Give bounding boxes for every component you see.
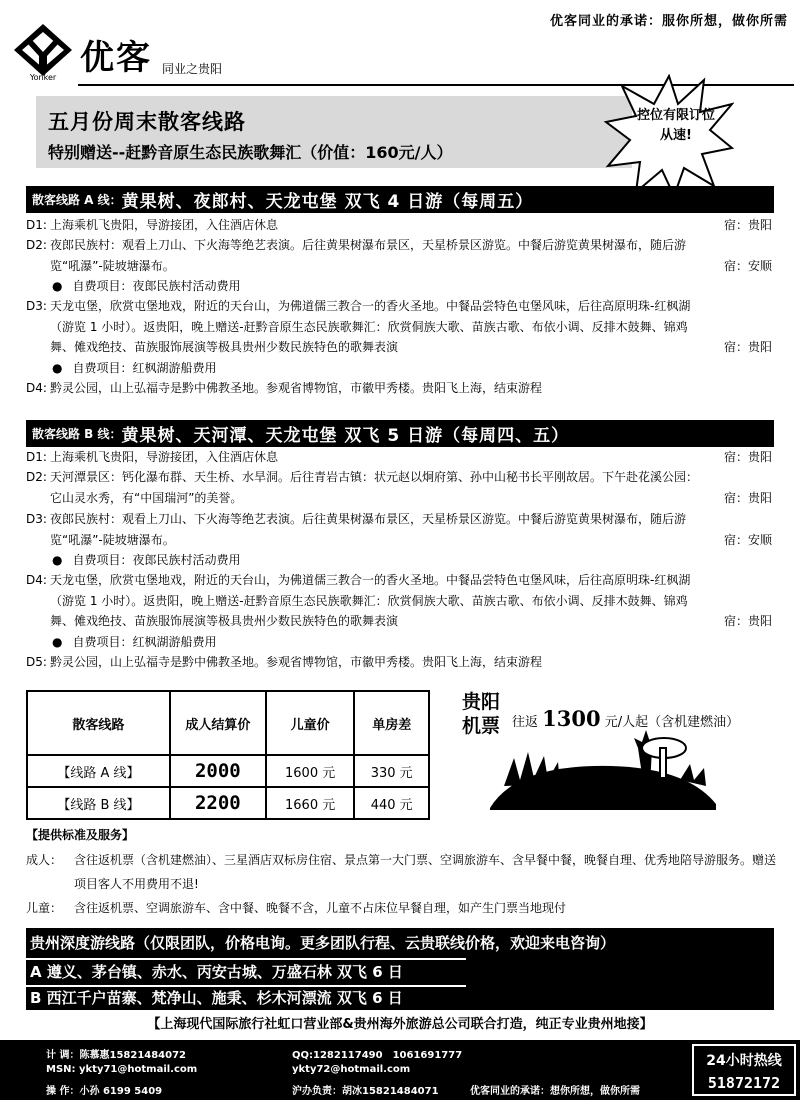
deep-routes-heading: 贵州深度游线路（仅限团队，价格电询。更多团队行程、云贵联线价格，欢迎来电咨询） xyxy=(30,934,616,952)
hotline-box xyxy=(692,1044,796,1096)
special-gift-line: 特别赠送--赶黔音原生态民族歌舞汇（价值：160元/人） xyxy=(48,143,453,162)
table-row: 【线路 B 线】 2200 1660 元 440 元 xyxy=(27,787,429,819)
island-mushroom-illustration xyxy=(484,728,720,814)
hotline-number: 51872172 xyxy=(707,1074,781,1092)
route-b-day-1: D1: 上海乘机飞贵阳，导游接团，入住酒店休息 宿：贵阳 xyxy=(26,450,772,464)
contact-msn: MSN: ykty71@hotmail.com xyxy=(46,1064,198,1075)
route-b-extra-2: ● 自费项目：红枫湖游船费用 xyxy=(52,632,217,652)
deep-route-a: A 遵义、茅台镇、赤水、丙安古城、万盛石林 双飞 6 日 xyxy=(30,963,403,981)
logo-text: Yonker xyxy=(29,73,57,82)
route-a-day-1: D1: 上海乘机飞贵阳，导游接团，入住酒店休息 宿：贵阳 xyxy=(26,218,772,232)
contact-shanghai-office: 沪办负责：胡冰15821484071 xyxy=(292,1086,439,1097)
route-b-day-5: D5: 黔灵公园，山上弘福寺是黔中佛教圣地。参观省博物馆，市徽甲秀楼。贵阳飞上海，结束游程 xyxy=(26,655,543,669)
route-b-extra-1: ● 自费项目：夜郎民族村活动费用 xyxy=(52,550,241,570)
table-header: 单房差 xyxy=(354,691,429,755)
price-table xyxy=(26,690,430,820)
logo-icon xyxy=(12,22,74,82)
hotline-label: 24小时热线 xyxy=(706,1053,782,1069)
table-header: 成人结算价 xyxy=(170,691,266,755)
footer xyxy=(0,1040,800,1100)
services-child: 儿童： 含往返机票、空调旅游车、含中餐、晚餐不含，儿童不占床位早餐自理，如产生门票当地现付 xyxy=(26,901,567,915)
route-b-title: 黄果树、天河潭、天龙屯堡 双飞 5 日游（每周四、五） xyxy=(121,426,570,446)
table-header: 散客线路 xyxy=(27,691,170,755)
route-a-day-2: D2: 夜郎民族村：观看上刀山、下火海等绝艺表演。后往黄果树瀑布景区，天星桥景区游览。中餐后游览黄果树瀑布，随后游览“吼瀑”-陡坡塘瀑布。 宿：安顺 xyxy=(26,238,772,273)
limited-seats-badge: 控位有限订位从速! xyxy=(636,108,715,143)
route-a-extra-1: ● 自费项目：夜郎民族村活动费用 xyxy=(52,276,241,296)
route-a-extra-2: ● 自费项目：红枫湖游船费用 xyxy=(52,358,217,378)
promise-slogan-bottom: 优客同业的承诺：想你所想，做你所需 xyxy=(470,1086,640,1097)
contact-qq: QQ:1282117490 1061691777 xyxy=(292,1050,463,1061)
route-a-header xyxy=(26,186,774,213)
airfare-price-line: 往返 1300 元/人起（含机建燃油） xyxy=(512,706,740,731)
route-a-day-3: D3: 天龙屯堡，欣赏屯堡地戏，附近的天台山，为佛道儒三教合一的香火圣地。中餐品尝特色屯堡风味，后往高原明珠-红枫湖（游览 1 小时）。返贵阳，晚上赠送-赶黔音原生态民族歌舞汇：欣赏侗族大歌、苗族古歌、布依小调、反排木鼓舞、锦鸡舞、傩戏绝技、苗族服饰展演等极具贵州少数民族特色的歌舞表演 宿：贵阳 xyxy=(26,299,772,354)
brand-subtitle: 同业之贵阳 xyxy=(162,62,223,76)
route-a-day-4: D4: 黔灵公园，山上弘福寺是黔中佛教圣地。参观省博物馆，市徽甲秀楼。贵阳飞上海，结束游程 xyxy=(26,381,543,395)
route-a-title: 黄果树、夜郎村、天龙屯堡 双飞 4 日游（每周五） xyxy=(121,192,534,212)
page-title: 五月份周末散客线路 xyxy=(48,110,246,134)
route-b-day-3: D3: 夜郎民族村：观看上刀山、下火海等绝艺表演。后往黄果树瀑布景区，天星桥景区游览。中餐后游览黄果树瀑布，随后游览“吼瀑”-陡坡塘瀑布。 宿：安顺 xyxy=(26,512,772,547)
route-b-prefix: 散客线路 B 线： xyxy=(32,427,122,441)
promise-slogan-top: 优客同业的承诺：服你所想，做你所需 xyxy=(549,14,788,29)
deep-divider xyxy=(26,958,466,960)
organization-line: 【上海现代国际旅行社虹口营业部&贵州海外旅游总公司联合打造，纯正专业贵州地接】 xyxy=(147,1017,653,1032)
route-a-prefix: 散客线路 A 线： xyxy=(32,193,122,207)
airfare-price: 1300 xyxy=(542,706,601,731)
deep-route-b: B 西江千户苗寨、梵净山、施秉、杉木河漂流 双飞 6 日 xyxy=(30,989,403,1007)
brand-name: 优客 xyxy=(80,38,152,78)
route-b-header xyxy=(26,420,774,447)
services-heading: 【提供标准及服务】 xyxy=(26,828,135,842)
table-row: 【线路 A 线】 2000 1600 元 330 元 xyxy=(27,755,429,787)
contact-msn-2: ykty72@hotmail.com xyxy=(292,1064,411,1075)
table-header: 儿童价 xyxy=(266,691,355,755)
contact-planner: 计 调：陈慕惠15821484072 xyxy=(46,1050,187,1061)
contact-operator: 操 作：小孙 6199 5409 xyxy=(46,1086,163,1097)
services-adult: 成人： 含往返机票（含机建燃油）、三星酒店双标房住宿、景点第一大门票、空调旅游车、含早餐中餐，晚餐自理、优秀地陪导游服务。赠送项目客人不用费用不退! xyxy=(26,853,777,891)
route-b-day-2: D2: 天河潭景区：钙化瀑布群、天生桥、水旱洞。后往青岩古镇：状元赵以炯府第、孙中山秘书长平刚故居。下午赴花溪公园：它山灵水秀，有“中国瑞河”的美誉。 宿：贵阳 xyxy=(26,470,772,505)
route-b-day-4: D4: 天龙屯堡，欣赏屯堡地戏，附近的天台山，为佛道儒三教合一的香火圣地。中餐品尝特色屯堡风味，后往高原明珠-红枫湖（游览 1 小时）。返贵阳，晚上赠送-赶黔音原生态民族歌舞汇：欣赏侗族大歌、苗族古歌、布依小调、反排木鼓舞、锦鸡舞、傩戏绝技、苗族服饰展演等极具贵州少数民族特色的歌舞表演 宿：贵阳 xyxy=(26,573,772,628)
airfare-label: 贵阳机票 xyxy=(462,691,501,737)
